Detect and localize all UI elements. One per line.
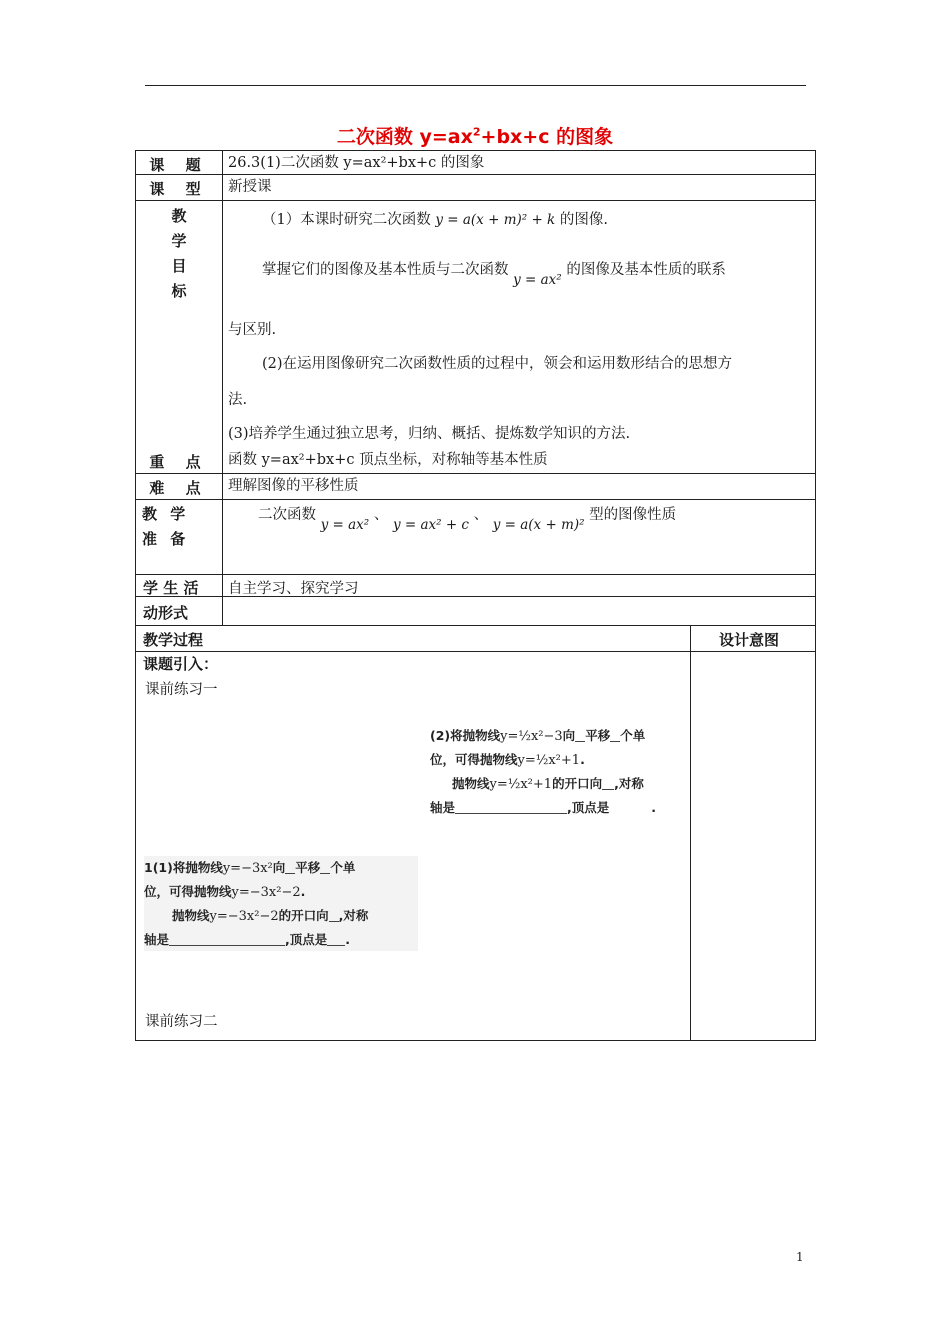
page-number: 1 [796, 1250, 804, 1264]
label-goals-char: 学 [171, 232, 187, 250]
label-preparation-l2: 准 备 [142, 530, 190, 548]
formula-basic: y = ax² [513, 272, 562, 288]
label-topic: 课 题 [136, 151, 223, 174]
label-type: 课 型 [136, 175, 223, 200]
goal-1-detail: 掌握它们的图像及基本性质与二次函数 y = ax² 的图像及基本性质的联系 [262, 262, 726, 288]
row-type [135, 175, 816, 201]
prep-line: 二次函数 y = ax² 、 y = ax² + c 、 y = a(x + m)² 型的图像性质 [258, 507, 677, 533]
row-preparation [135, 500, 816, 575]
intro-heading: 课题引入： [143, 655, 219, 673]
row-key-point [135, 448, 816, 474]
practice-1-label: 课前练习一 [145, 682, 218, 698]
process-header-left: 教学过程 [143, 631, 204, 649]
label-goals-char: 教 [171, 207, 187, 225]
formula-vertex-form: y = a(x + m)² + k [435, 212, 556, 228]
value-topic: 26.3(1)二次函数 y=ax²+bx+c 的图象 [228, 155, 485, 171]
exercise-2: (2)将抛物线y=½x²−3向 平移 个单 位，可得抛物线y=½x²+1. 抛物线y=½x²+1的开口向 ,对称 轴是 ,顶点是 . [430, 728, 657, 815]
document-title: 二次函数 $y=ax^2+bx+c$ 的图象 [336, 125, 614, 148]
goal-2-cont: 法. [228, 392, 248, 408]
goal-1: （1）本课时研究二次函数 y = a(x + m)² + k 的图像. [262, 212, 608, 228]
process-body [135, 650, 816, 1041]
practice-2-label: 课前练习二 [145, 1014, 218, 1030]
process-header [135, 626, 816, 652]
label-activity [136, 575, 223, 625]
row-difficulty [135, 474, 816, 500]
goal-1-detail-cont: 与区别. [228, 322, 277, 338]
row-topic [135, 150, 816, 175]
label-preparation-l1: 教 学 [142, 505, 190, 523]
label-activity-l1: 学 生 活 [143, 579, 199, 597]
process-header-right: 设计意图 [719, 631, 780, 649]
label-key-point: 重 点 [136, 448, 223, 473]
goal-2: (2)在运用图像研究二次函数性质的过程中，领会和运用数形结合的思想方 [262, 356, 733, 372]
formula-ax2: y = ax² [320, 517, 370, 533]
goal-3: (3)培养学生通过独立思考，归纳、概括、提炼数学知识的方法. [228, 426, 631, 442]
value-activity: 自主学习、探究学习 [228, 581, 359, 597]
header-rule [145, 85, 806, 86]
formula-shifted: y = a(x + m)² [492, 517, 585, 533]
formula-ax2-plus-c: y = ax² + c [392, 517, 469, 533]
value-key-point: 函数 y=ax²+bx+c 顶点坐标，对称轴等基本性质 [228, 452, 548, 468]
value-type: 新授课 [228, 179, 272, 195]
label-preparation [136, 500, 223, 574]
label-activity-l2: 动形式 [143, 604, 189, 622]
label-goals-char: 目 [171, 257, 187, 275]
label-goals-char: 标 [171, 282, 187, 300]
value-difficulty: 理解图像的平移性质 [228, 478, 359, 494]
label-difficulty: 难 点 [136, 474, 223, 499]
row-activity [135, 575, 816, 626]
exercise-1: 1(1)将抛物线y=−3x²向 平移 个单 位，可得抛物线y=−3x²−2. 抛物线y=−3x²−2的开口向 ,对称 轴是 ,顶点是 . [144, 856, 418, 951]
